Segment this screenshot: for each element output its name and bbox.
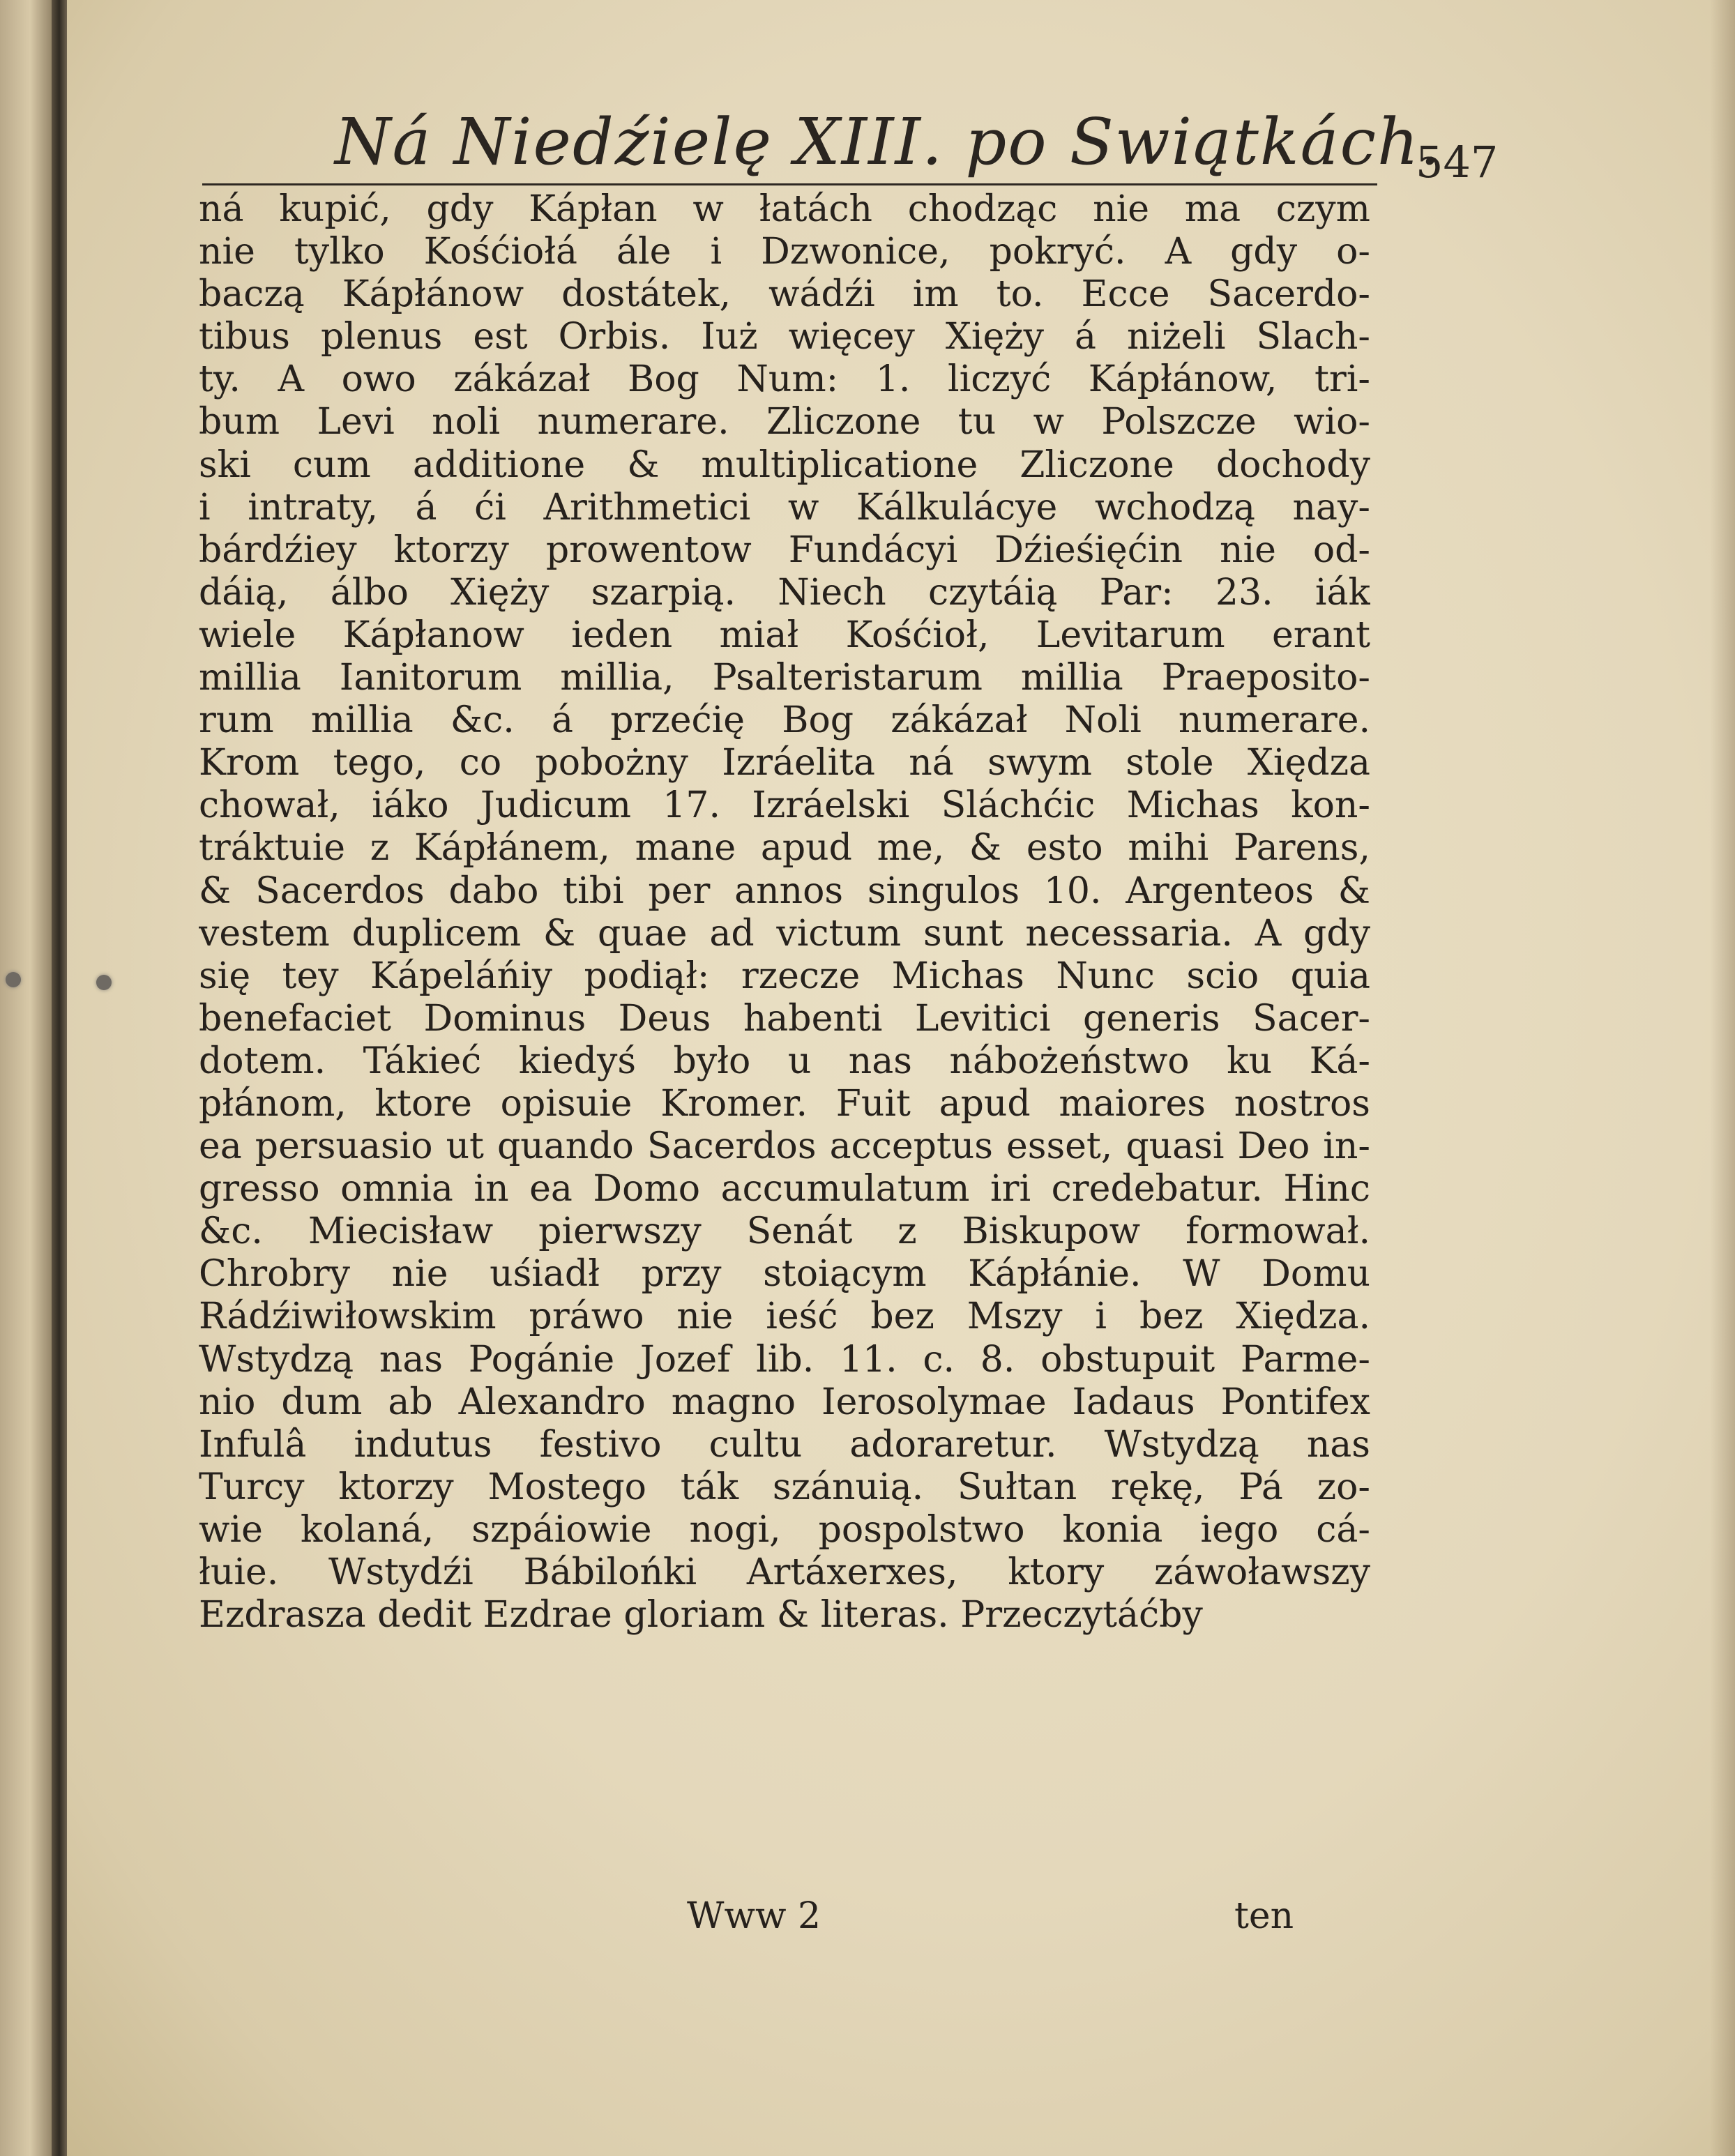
text-line: tibus plenus est Orbis. Iuż więcey Xięży á niżeli Slach- — [199, 316, 1370, 358]
text-line: millia Ianitorum millia, Psalteristarum millia Praeposito- — [199, 657, 1370, 699]
text-line: baczą Kápłánow dostátek, wádźi im to. Ecce Sacerdo- — [199, 273, 1370, 316]
binding-hole — [6, 972, 21, 987]
text-line: Turcy ktorzy Mostego ták szánuią. Sułtan rękę, Pá zo- — [199, 1466, 1370, 1508]
body-text — [199, 188, 1370, 1637]
text-line: vestem duplicem & quae ad victum sunt necessaria. A gdy — [199, 912, 1370, 955]
previous-page-edge — [0, 0, 54, 2156]
text-line: bárdźiey ktorzy prowentow Fundácyi Dźieśięćin nie od- — [199, 529, 1370, 571]
text-line: dotem. Tákieć kiedyś było u nas nábożeństwo ku Ká- — [199, 1040, 1370, 1082]
text-line: dáią, álbo Xięży szarpią. Niech czytáią Par: 23. iák — [199, 571, 1370, 614]
text-line: Infulâ indutus festivo cultu adoraretur. Wstydzą nas — [199, 1423, 1370, 1466]
text-line: ea persuasio ut quando Sacerdos acceptus esset, quasi Deo in- — [199, 1125, 1370, 1168]
text-line: &c. Miecisław pierwszy Senát z Biskupow formował. — [199, 1210, 1370, 1253]
text-line: nio dum ab Alexandro magno Ierosolymae Iadaus Pontifex — [199, 1381, 1370, 1423]
text-line: benefaciet Dominus Deus habenti Levitici generis Sacer- — [199, 997, 1370, 1040]
page-number: 547 — [1416, 137, 1499, 188]
text-line: gresso omnia in ea Domo accumulatum iri credebatur. Hinc — [199, 1168, 1370, 1210]
text-line: rum millia &c. á przećię Bog zákázał Noli numerare. — [199, 699, 1370, 742]
signature-mark: Www 2 — [687, 1895, 821, 1937]
text-line: tráktuie z Kápłánem, mane apud me, & esto mihi Parens, — [199, 827, 1370, 870]
text-line: Krom tego, co pobożny Izráelita ná swym stole Xiędza — [199, 742, 1370, 784]
text-line: bum Levi noli numerare. Zliczone tu w Polszcze wio- — [199, 401, 1370, 443]
text-line: Chrobry nie uśiadł przy stoiącym Kápłánie. W Domu — [199, 1253, 1370, 1296]
page-edge-shadow — [1710, 0, 1735, 2156]
catchword: ten — [1234, 1895, 1294, 1937]
text-line: Rádźiwiłowskim práwo nie ieść bez Mszy i bez Xiędza. — [199, 1296, 1370, 1338]
header-rule — [202, 183, 1377, 185]
text-line: łuie. Wstydźi Bábilońki Artáxerxes, ktory záwoławszy — [199, 1551, 1370, 1593]
text-line: i intraty, á ći Arithmetici w Kálkulácye wchodzą nay- — [199, 486, 1370, 529]
text-line: wie kolaná, szpáiowie nogi, pospolstwo konia iego cá- — [199, 1508, 1370, 1551]
running-head: Ná Niedźielę XIII. po Swiątkách. — [335, 105, 1442, 179]
book-gutter — [52, 0, 67, 2156]
text-line: się tey Kápeláńiy podiął: rzecze Michas Nunc scio quia — [199, 955, 1370, 997]
text-line: chował, iáko Judicum 17. Izráelski Sláchćic Michas kon- — [199, 784, 1370, 827]
text-line: płánom, ktore opisuie Kromer. Fuit apud maiores nostros — [199, 1082, 1370, 1125]
text-line: nie tylko Kośćiołá ále i Dzwonice, pokryć. A gdy o- — [199, 231, 1370, 273]
text-line: wiele Kápłanow ieden miał Kośćioł, Levitarum erant — [199, 614, 1370, 656]
text-line: Wstydzą nas Pogánie Jozef lib. 11. c. 8. obstupuit Parme- — [199, 1338, 1370, 1381]
text-line: ski cum additione & multiplicatione Zliczone dochody — [199, 443, 1370, 486]
text-line: Ezdrasza dedit Ezdrae gloriam & literas. Przeczytáćby — [199, 1594, 1203, 1637]
text-line: ná kupić, gdy Kápłan w łatách chodząc nie ma czym — [199, 188, 1370, 230]
binding-hole — [96, 975, 112, 990]
text-line: ty. A owo zákázał Bog Num: 1. liczyć Kápłánow, tri- — [199, 358, 1370, 401]
text-line: & Sacerdos dabo tibi per annos singulos 10. Argenteos & — [199, 870, 1370, 912]
